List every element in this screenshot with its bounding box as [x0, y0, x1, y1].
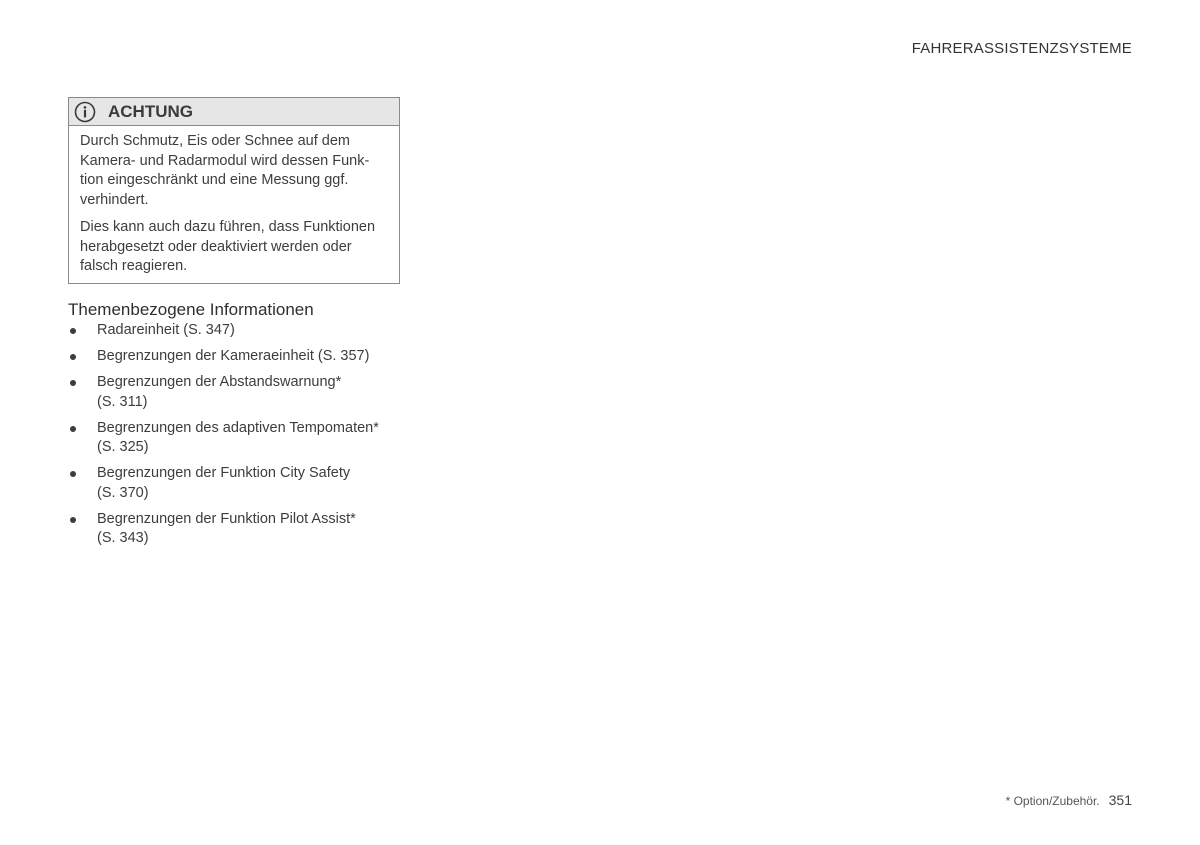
- warning-paragraph-2: [80, 218, 389, 277]
- list-item-text: Begrenzungen der Abstandswarnung*: [97, 374, 342, 390]
- warning-title: ACHTUNG: [108, 101, 193, 121]
- list-item-page-ref: (S. 311): [97, 393, 148, 410]
- list-item-page-ref: (S. 343): [97, 530, 149, 546]
- info-circle-icon: [74, 101, 96, 123]
- related-info-list: [68, 321, 408, 555]
- list-item[interactable]: [68, 464, 408, 503]
- text-line: falsch reagieren.: [80, 258, 188, 274]
- section-header: FAHRERASSISTENZSYSTEME: [911, 40, 1132, 57]
- list-item-page-ref: (S. 370): [97, 484, 149, 501]
- text-line: Dies kann auch dazu führen, dass Funktionen: [80, 219, 376, 235]
- list-item-text: Begrenzungen des adaptiven Tempomaten*: [97, 419, 379, 436]
- page-number: 351: [1108, 792, 1132, 808]
- bullet-icon: [70, 380, 76, 386]
- text-line: Kamera- und Radarmodul wird dessen Funk-: [80, 152, 370, 169]
- bullet-icon: [70, 517, 76, 523]
- list-item-page-ref: (S. 325): [97, 439, 149, 455]
- text-line: tion eingeschränkt und eine Messung ggf.: [80, 172, 349, 188]
- bullet-icon: [70, 471, 76, 477]
- list-item[interactable]: [68, 510, 408, 549]
- text-line: verhindert.: [80, 191, 149, 208]
- bullet-icon: [70, 354, 76, 360]
- list-item[interactable]: [68, 321, 408, 341]
- page-footer: [1006, 792, 1132, 808]
- warning-header: [69, 98, 399, 126]
- text-line: Durch Schmutz, Eis oder Schnee auf dem: [80, 133, 350, 149]
- text-line: herabgesetzt oder deaktiviert werden oder: [80, 238, 352, 255]
- warning-paragraph-1: [80, 132, 389, 210]
- warning-body: [69, 126, 399, 277]
- related-info-heading: Themenbezogene Informationen: [68, 300, 314, 319]
- bullet-icon: [70, 328, 76, 334]
- warning-box: [68, 97, 400, 284]
- list-item[interactable]: [68, 373, 408, 412]
- list-item[interactable]: [68, 347, 408, 367]
- list-item-text: Begrenzungen der Funktion City Safety: [97, 465, 351, 481]
- list-item-text: Begrenzungen der Funktion Pilot Assist*: [97, 510, 356, 527]
- list-item-text: Begrenzungen der Kameraeinheit (S. 357): [97, 348, 370, 364]
- list-item-text: Radareinheit (S. 347): [97, 322, 235, 338]
- bullet-icon: [70, 426, 76, 432]
- list-item[interactable]: [68, 419, 408, 458]
- footnote: * Option/Zubehör.: [1005, 794, 1100, 808]
